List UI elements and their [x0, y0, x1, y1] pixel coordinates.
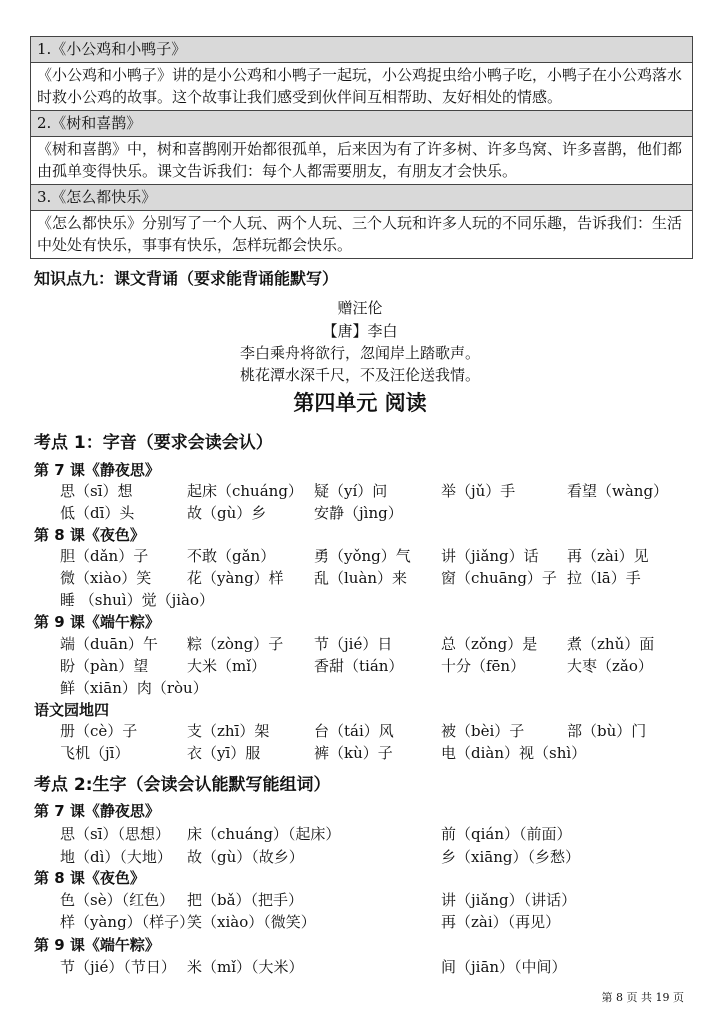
vocab-item: 米（mǐ）（大米） — [187, 958, 304, 976]
vocab-item: 支（zhī）架 — [187, 722, 270, 740]
vocab-item: 衣（yī）服 — [187, 744, 261, 762]
poem-line: 桃花潭水深千尺，不及汪伦送我情。 — [239, 366, 480, 384]
vocab-item: 鲜（xiān）肉（ròu） — [60, 679, 208, 697]
vocab-item: 举（jǔ）手 — [441, 482, 516, 500]
vocab-item: 微（xiào）笑 — [60, 569, 152, 587]
vocab-item: 地（dì）（大地） — [60, 848, 172, 866]
vocab-row — [0, 480, 720, 502]
vocab-item: 安静（jìng） — [314, 504, 403, 522]
poem-author: 【唐】李白 — [322, 322, 398, 340]
vocab-item: 拉（lā）手 — [567, 569, 641, 587]
vocab-item: 思（sī）（思想） — [60, 825, 170, 843]
vocab-item: 思（sī）想 — [60, 482, 133, 500]
vocab-item: 端（duān）午 — [60, 635, 158, 653]
vocab-item: 大枣（zǎo） — [567, 657, 653, 675]
vocab-item: 前（qián）（前面） — [441, 825, 572, 843]
vocab-row — [0, 956, 720, 978]
vocab-item: 大米（mǐ） — [187, 657, 267, 675]
vocab-item: 再（zài）（再见） — [441, 913, 561, 931]
vocab-row — [0, 655, 720, 677]
lesson-summary-table — [30, 36, 693, 259]
vocab-row — [0, 545, 720, 567]
vocab-item: 勇（yǒng）气 — [314, 547, 411, 565]
table-cell-body: 《怎么都快乐》分别写了一个人玩、两个人玩、三个人玩和许多人玩的不同乐趣，告诉我们：生活中处处有快乐，事事有快乐，怎样玩都会快乐。 — [31, 211, 693, 259]
table-cell-body: 《小公鸡和小鸭子》讲的是小公鸡和小鸭子一起玩，小公鸡捉虫给小鸭子吃，小鸭子在小公鸡落水时救小公鸡的故事。这个故事让我们感受到伙伴间互相帮助、友好相处的情感。 — [31, 63, 693, 111]
vocab-item: 花（yàng）样 — [187, 569, 284, 587]
vocab-item: 册（cè）子 — [60, 722, 138, 740]
table-row — [31, 185, 693, 211]
section-heading-knowledge-9: 知识点九：课文背诵（要求能背诵能默写） — [34, 269, 339, 288]
vocab-item: 盼（pàn）望 — [60, 657, 149, 675]
poem-line: 李白乘舟将欲行，忽闻岸上踏歌声。 — [239, 344, 480, 362]
vocab-item: 乡（xiāng）（乡愁） — [441, 848, 580, 866]
table-row — [31, 37, 693, 63]
vocab-item: 节（jié）（节日） — [60, 958, 176, 976]
lesson-heading: 第 7 课《静夜思》 — [34, 461, 160, 479]
vocab-row — [0, 633, 720, 655]
vocab-item: 总（zǒng）是 — [441, 635, 538, 653]
vocab-item: 乱（luàn）来 — [314, 569, 408, 587]
vocab-row — [0, 720, 720, 742]
table-row — [31, 211, 693, 259]
table-cell-head: 1.《小公鸡和小鸭子》 — [31, 37, 693, 63]
unit-title: 第四单元 阅读 — [293, 391, 427, 415]
table-cell-head: 3.《怎么都快乐》 — [31, 185, 693, 211]
vocab-item: 再（zài）见 — [567, 547, 649, 565]
section-heading-point-1: 考点 1：字音（要求会读会认） — [34, 433, 273, 453]
vocab-item: 香甜（tián） — [314, 657, 404, 675]
vocab-row — [0, 677, 720, 699]
lesson-heading: 第 9 课《端午粽》 — [34, 613, 160, 631]
vocab-item: 把（bǎ）（把手） — [187, 891, 304, 909]
lesson-heading: 语文园地四 — [34, 701, 110, 719]
vocab-row — [0, 589, 720, 611]
vocab-item: 看望（wàng） — [567, 482, 669, 500]
vocab-row — [0, 567, 720, 589]
vocab-item: 电（diàn）视（shì） — [441, 744, 587, 762]
vocab-item: 被（bèi）子 — [441, 722, 525, 740]
vocab-item: 煮（zhǔ）面 — [567, 635, 655, 653]
section-heading-point-2: 考点 2:生字（会读会认能默写能组词） — [34, 775, 331, 795]
vocab-item: 节（jié）日 — [314, 635, 393, 653]
vocab-item: 低（dī）头 — [60, 504, 135, 522]
vocab-item: 疑（yí）问 — [314, 482, 388, 500]
page-number: 第 8 页 共 19 页 — [601, 991, 684, 1004]
vocab-item: 裤（kù）子 — [314, 744, 393, 762]
vocab-item: 故（gù）乡 — [187, 504, 267, 522]
vocab-item: 色（sè）（红色） — [60, 891, 175, 909]
lesson-heading: 第 8 课《夜色》 — [34, 869, 145, 887]
vocab-row — [0, 911, 720, 933]
vocab-item: 床（chuáng）（起床） — [187, 825, 341, 843]
vocab-row — [0, 823, 720, 845]
lesson-heading: 第 8 课《夜色》 — [34, 526, 145, 544]
vocab-item: 讲（jiǎng）话 — [441, 547, 539, 565]
vocab-item: 故（gù）（故乡） — [187, 848, 304, 866]
vocab-item: 讲（jiǎng）（讲话） — [441, 891, 577, 909]
table-cell-body: 《树和喜鹊》中，树和喜鹊刚开始都很孤单，后来因为有了许多树、许多鸟窝、许多喜鹊，他们都由孤单变得快乐。课文告诉我们：每个人都需要朋友，有朋友才会快乐。 — [31, 137, 693, 185]
vocab-item: 部（bù）门 — [567, 722, 647, 740]
vocab-item: 间（jiān）（中间） — [441, 958, 567, 976]
table-row — [31, 137, 693, 185]
vocab-item: 飞机（jī） — [60, 744, 130, 762]
vocab-item: 台（tái）风 — [314, 722, 394, 740]
vocab-item: 不敢（gǎn） — [187, 547, 276, 565]
table-row — [31, 63, 693, 111]
vocab-row — [0, 502, 720, 524]
vocab-item: 胆（dǎn）子 — [60, 547, 149, 565]
table-cell-head: 2.《树和喜鹊》 — [31, 111, 693, 137]
vocab-row — [0, 889, 720, 911]
vocab-row — [0, 846, 720, 868]
vocab-item: 睡 （shuì）觉（jiào） — [60, 591, 215, 609]
vocab-item: 样（yàng）（样子） — [60, 913, 195, 931]
table-row — [31, 111, 693, 137]
vocab-item: 窗（chuāng）子 — [441, 569, 557, 587]
lesson-heading: 第 7 课《静夜思》 — [34, 802, 160, 820]
vocab-item: 起床（chuáng） — [187, 482, 303, 500]
lesson-heading: 第 9 课《端午粽》 — [34, 936, 160, 954]
poem-title: 赠汪伦 — [337, 299, 383, 317]
vocab-row — [0, 742, 720, 764]
vocab-item: 粽（zòng）子 — [187, 635, 284, 653]
vocab-item: 笑（xiào）（微笑） — [187, 913, 316, 931]
vocab-item: 十分（fēn） — [441, 657, 526, 675]
